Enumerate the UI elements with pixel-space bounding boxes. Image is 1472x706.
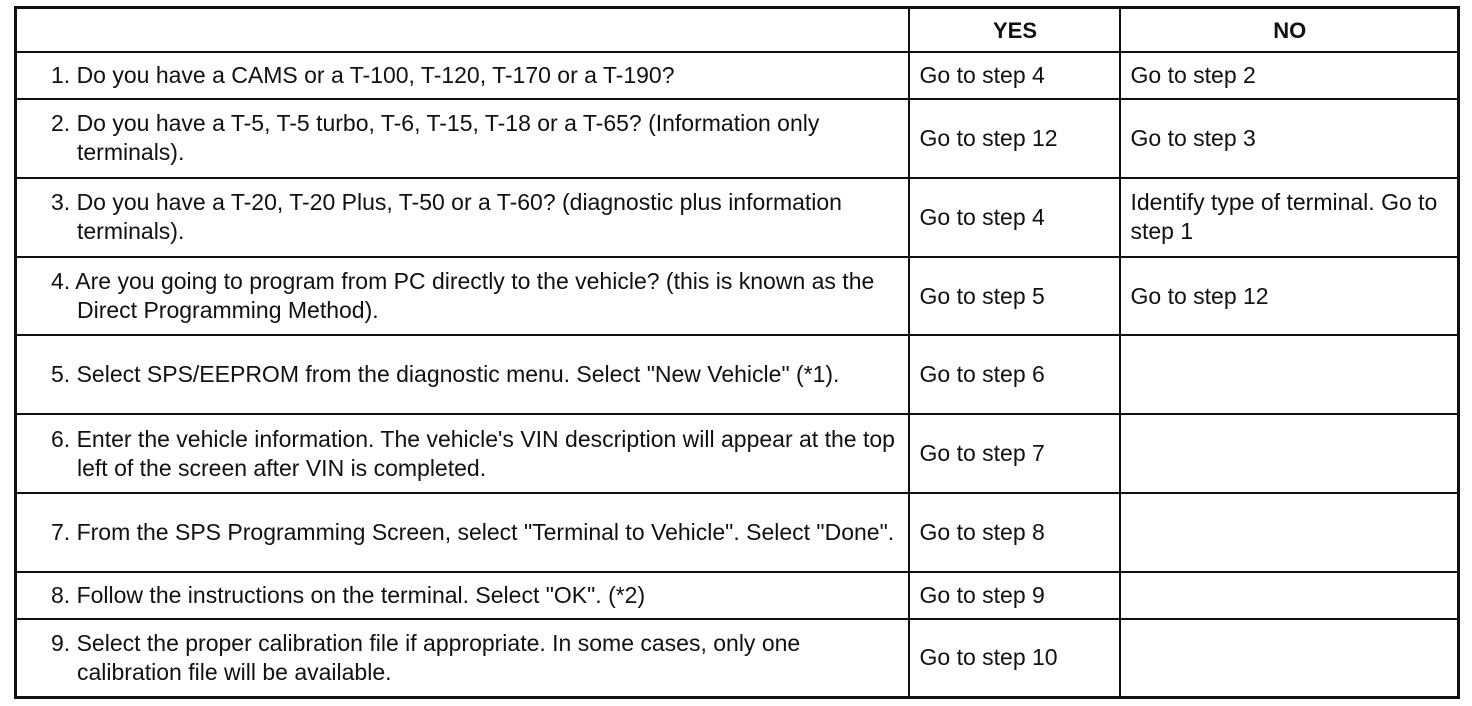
step-6-question: 6. Enter the vehicle information. The vehicle's VIN description will appear at the top left of the screen after VIN is completed. xyxy=(51,425,895,481)
question-cell xyxy=(16,572,909,619)
no-cell xyxy=(1120,414,1459,493)
table-row xyxy=(16,52,1459,99)
no-cell xyxy=(1120,335,1459,414)
question-cell xyxy=(16,414,909,493)
step-1-question: 1. Do you have a CAMS or a T-100, T-120, T-170 or a T-190? xyxy=(51,62,675,89)
table-row xyxy=(16,572,1459,619)
yes-cell: Go to step 5 xyxy=(909,257,1120,336)
no-cell xyxy=(1120,572,1459,619)
question-cell xyxy=(16,335,909,414)
table-row xyxy=(16,335,1459,414)
yes-cell: Go to step 4 xyxy=(909,178,1120,257)
step-8-question: 8. Follow the instructions on the terminal. Select "OK". (*2) xyxy=(51,581,646,608)
table-row xyxy=(16,178,1459,257)
no-column-header: NO xyxy=(1120,8,1459,53)
question-cell xyxy=(16,257,909,336)
step-2-question: 2. Do you have a T-5, T-5 turbo, T-6, T-15, T-18 or a T-65? (Information only terminals). xyxy=(51,110,820,166)
procedure-table xyxy=(14,6,1460,699)
no-cell: Go to step 2 xyxy=(1120,52,1459,99)
yes-cell: Go to step 4 xyxy=(909,52,1120,99)
yes-cell: Go to step 10 xyxy=(909,619,1120,698)
step-9-question: 9. Select the proper calibration file if appropriate. In some cases, only one calibration file will be available. xyxy=(51,629,801,685)
table-row xyxy=(16,619,1459,698)
question-cell xyxy=(16,52,909,99)
yes-column-header: YES xyxy=(909,8,1120,53)
table-header-row xyxy=(16,8,1459,53)
no-cell: Go to step 3 xyxy=(1120,99,1459,178)
step-4-question: 4. Are you going to program from PC directly to the vehicle? (this is known as the Direct Programming Method). xyxy=(51,268,875,324)
yes-cell: Go to step 6 xyxy=(909,335,1120,414)
no-cell: Go to step 12 xyxy=(1120,257,1459,336)
table-row xyxy=(16,257,1459,336)
yes-cell: Go to step 7 xyxy=(909,414,1120,493)
no-cell xyxy=(1120,619,1459,698)
yes-cell: Go to step 9 xyxy=(909,572,1120,619)
yes-cell: Go to step 8 xyxy=(909,493,1120,572)
step-3-question: 3. Do you have a T-20, T-20 Plus, T-50 or a T-60? (diagnostic plus information terminals). xyxy=(51,189,842,245)
question-cell xyxy=(16,493,909,572)
question-column-header xyxy=(16,8,909,53)
question-cell xyxy=(16,99,909,178)
step-7-question: 7. From the SPS Programming Screen, select "Terminal to Vehicle". Select "Done". xyxy=(51,518,895,545)
yes-cell: Go to step 12 xyxy=(909,99,1120,178)
no-cell: Identify type of terminal. Go to step 1 xyxy=(1120,178,1459,257)
question-cell xyxy=(16,178,909,257)
question-cell xyxy=(16,619,909,698)
no-cell xyxy=(1120,493,1459,572)
step-5-question: 5. Select SPS/EEPROM from the diagnostic menu. Select "New Vehicle" (*1). xyxy=(51,361,840,388)
table-row xyxy=(16,493,1459,572)
table-row xyxy=(16,99,1459,178)
table-row xyxy=(16,414,1459,493)
